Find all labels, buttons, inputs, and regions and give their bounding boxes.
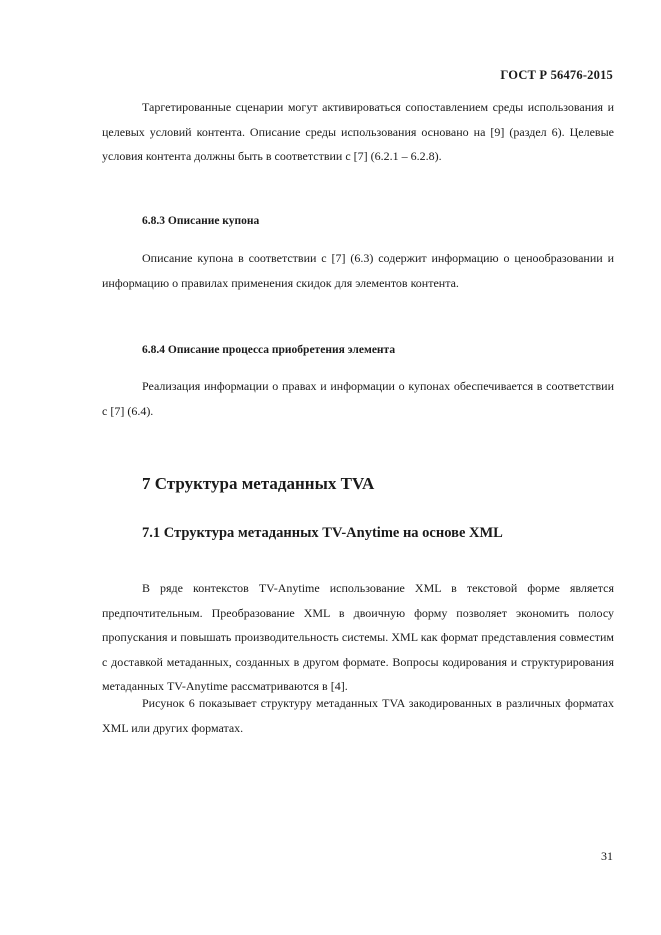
section-heading-7-1: 7.1 Структура метаданных TV-Anytime на основе XML (142, 525, 503, 541)
body-paragraph: Рисунок 6 показывает структуру метаданных TVA закодированных в различных форматах XML или других форматах. (102, 696, 614, 735)
section-heading-6-8-4: 6.8.4 Описание процесса приобретения элемента (142, 344, 396, 356)
body-paragraph: Таргетированные сценарии могут активироваться сопоставлением среды использования и целевых условий контента. Описание среды использования основано на [9] (раздел 6). Целевые условия контента должны быть в соответствии с [7] (6.2.1 – 6.2.8). (102, 100, 614, 163)
body-paragraph: Реализация информации о правах и информации о купонах обеспечивается в соответствии с [7] (6.4). (102, 379, 614, 418)
body-paragraph: Описание купона в соответствии с [7] (6.3) содержит информацию о ценообразовании и информацию о правилах применения скидок для элементов контента. (102, 251, 614, 290)
chapter-heading-7: 7 Структура метаданных TVA (142, 474, 375, 493)
document-code-header: ГОСТ Р 56476-2015 (500, 68, 613, 82)
section-heading-6-8-3: 6.8.3 Описание купона (142, 215, 260, 227)
body-paragraph: В ряде контекстов TV-Anytime использование XML в текстовой форме является предпочтительным. Преобразование XML в двоичную форму позволяет экономить полосу пропускания и повышать производительность системы. XML как формат представления совместим с доставкой метаданных, созданных в другом формате. Вопросы кодирования и структурирования метаданных TV-Anytime рассматриваются в [4]. (102, 581, 614, 693)
page-number: 31 (601, 849, 613, 863)
